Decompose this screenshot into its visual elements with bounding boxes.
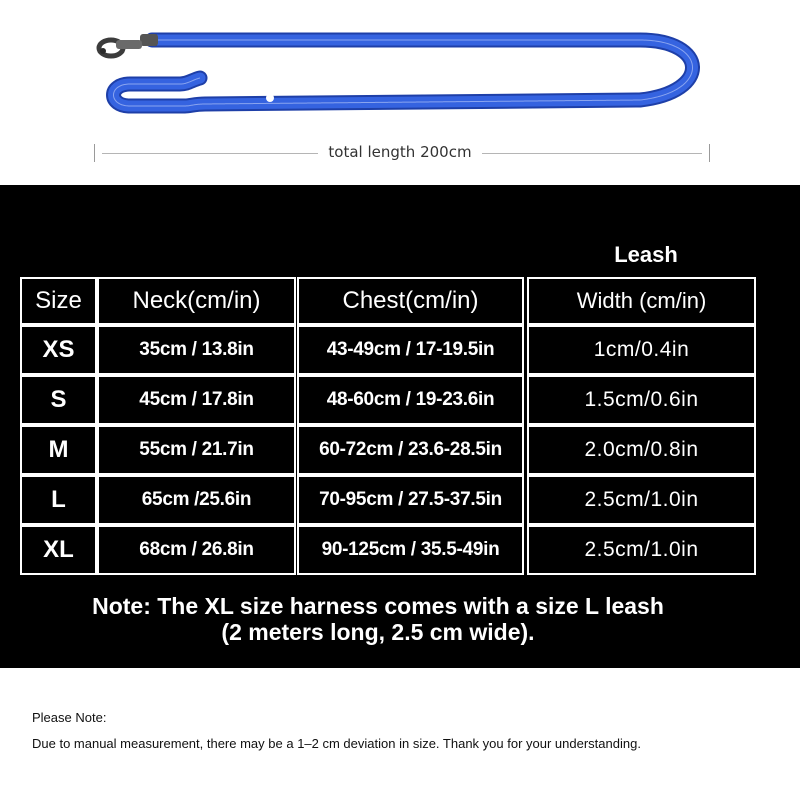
chest-cell-m: 60-72cm / 23.6-28.5in xyxy=(297,425,524,475)
header-width: Width (cm/in) xyxy=(527,277,756,325)
neck-cell-xs: 35cm / 13.8in xyxy=(97,325,296,375)
width-cell-xs: 1cm/0.4in xyxy=(527,325,756,375)
measurement-note-title: Please Note: xyxy=(32,710,107,725)
measure-line-right xyxy=(482,153,702,154)
measure-right-tick xyxy=(709,144,710,162)
product-image-area xyxy=(0,0,800,185)
neck-cell-s: 45cm / 17.8in xyxy=(97,375,296,425)
total-length-measure xyxy=(94,140,710,166)
header-chest: Chest(cm/in) xyxy=(297,277,524,325)
xl-leash-note-line1: Note: The XL size harness comes with a size L leash xyxy=(92,593,664,619)
logo-patch xyxy=(266,94,274,102)
chest-cell-s: 48-60cm / 19-23.6in xyxy=(297,375,524,425)
leash-heading: Leash xyxy=(614,242,678,267)
chest-cell-xl: 90-125cm / 35.5-49in xyxy=(297,525,524,575)
size-cell-xl: XL xyxy=(20,525,97,575)
header-neck: Neck(cm/in) xyxy=(97,277,296,325)
size-chart xyxy=(0,185,800,668)
header-size: Size xyxy=(20,277,97,325)
measurement-note-body: Due to manual measurement, there may be a 1–2 cm deviation in size. Thank you for your understanding. xyxy=(32,736,641,751)
size-cell-l: L xyxy=(20,475,97,525)
neck-cell-l: 65cm /25.6in xyxy=(97,475,296,525)
neck-cell-xl: 68cm / 26.8in xyxy=(97,525,296,575)
size-cell-s: S xyxy=(20,375,97,425)
chest-cell-l: 70-95cm / 27.5-37.5in xyxy=(297,475,524,525)
measurement-note xyxy=(0,668,800,800)
size-cell-m: M xyxy=(20,425,97,475)
chest-cell-xs: 43-49cm / 17-19.5in xyxy=(297,325,524,375)
width-cell-l: 2.5cm/1.0in xyxy=(527,475,756,525)
xl-leash-note xyxy=(0,593,756,645)
total-length-label: total length 200cm xyxy=(328,143,472,161)
leash-clip xyxy=(99,34,158,56)
neck-cell-m: 55cm / 21.7in xyxy=(97,425,296,475)
width-cell-xl: 2.5cm/1.0in xyxy=(527,525,756,575)
measure-left-tick xyxy=(94,144,95,162)
size-cell-xs: XS xyxy=(20,325,97,375)
width-cell-m: 2.0cm/0.8in xyxy=(527,425,756,475)
xl-leash-note-line2: (2 meters long, 2.5 cm wide). xyxy=(221,619,535,645)
width-cell-s: 1.5cm/0.6in xyxy=(527,375,756,425)
measure-line-left xyxy=(102,153,318,154)
